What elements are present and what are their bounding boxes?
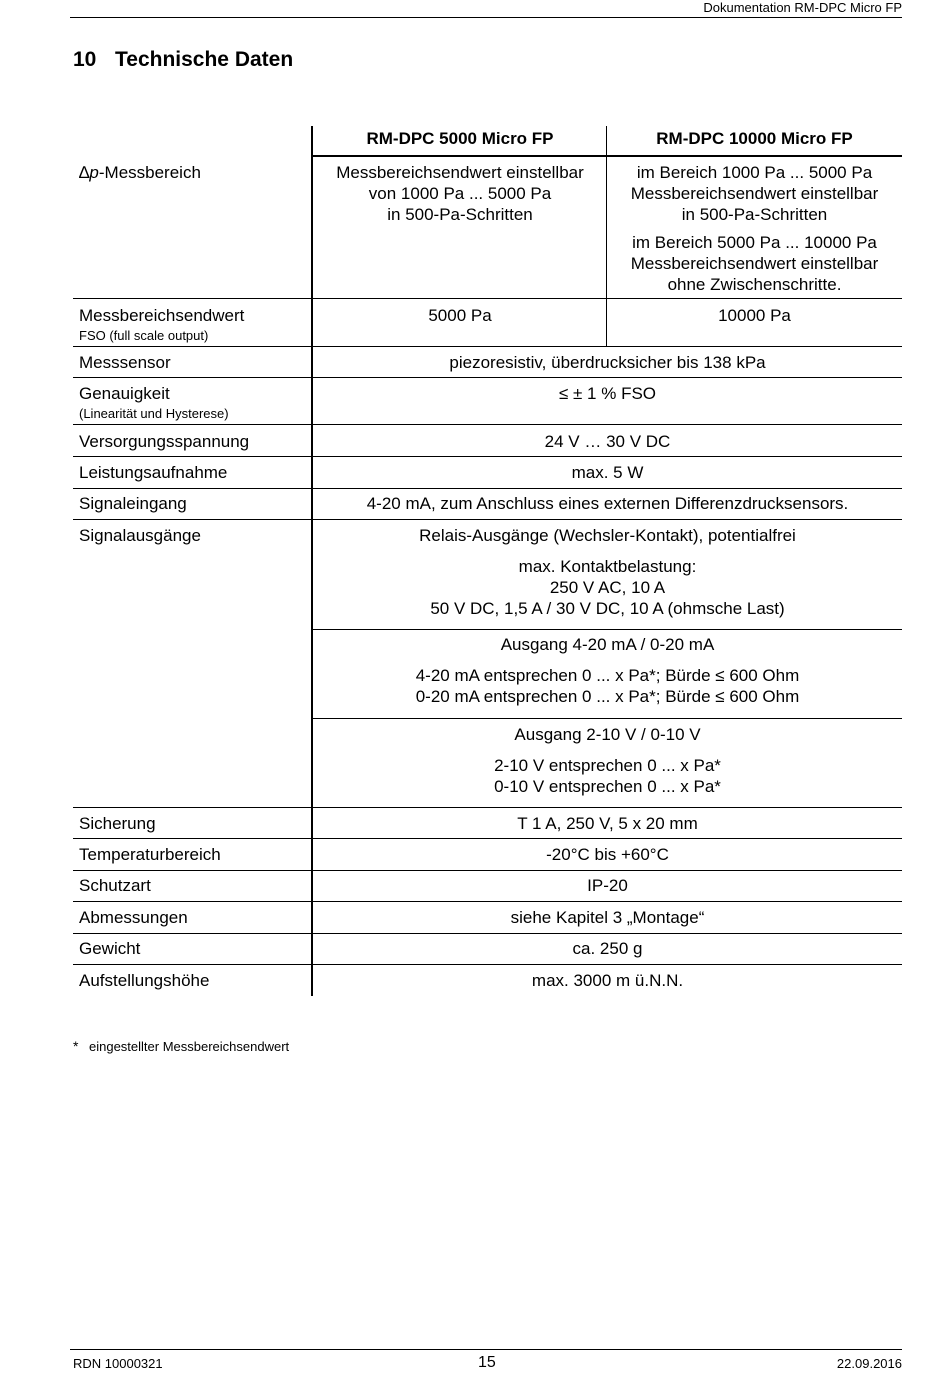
label-gewicht: Gewicht bbox=[79, 939, 141, 958]
label-messsensor: Messsensor bbox=[79, 353, 171, 372]
footer-document-number: RDN 10000321 bbox=[73, 1356, 163, 1371]
footer-rule bbox=[70, 1349, 902, 1350]
endwert-5000: 5000 Pa bbox=[428, 306, 492, 325]
row-rule bbox=[73, 298, 902, 299]
ausgang-V-details: 2-10 V entsprechen 0 ... x Pa* 0-10 V entsprechen 0 ... x Pa* bbox=[494, 756, 721, 796]
document-header-title: Dokumentation RM-DPC Micro FP bbox=[703, 0, 902, 15]
label-abmessungen: Abmessungen bbox=[79, 908, 188, 927]
label-aufstellungshoehe: Aufstellungshöhe bbox=[79, 971, 210, 990]
row-rule bbox=[73, 377, 902, 378]
label-sicherung: Sicherung bbox=[79, 814, 156, 833]
label-schutzart: Schutzart bbox=[79, 876, 151, 895]
label-temperaturbereich: Temperaturbereich bbox=[79, 845, 221, 864]
dp-range-10000-b: im Bereich 5000 Pa ... 10000 Pa Messbereichsendwert einstellbar ohne Zwischenschritte. bbox=[630, 233, 879, 294]
ausgang-V-title: Ausgang 2-10 V / 0-10 V bbox=[514, 725, 701, 744]
kontaktbelastung: max. Kontaktbelastung: 250 V AC, 10 A 50 V DC, 1,5 A / 30 V DC, 10 A (ohmsche Last) bbox=[430, 557, 785, 618]
column-header-10000: RM-DPC 10000 Micro FP bbox=[656, 129, 853, 148]
footnote-text: eingestellter Messbereichsendwert bbox=[89, 1039, 290, 1054]
footnote bbox=[73, 1038, 289, 1054]
endwert-10000: 10000 Pa bbox=[718, 306, 791, 325]
row-rule bbox=[73, 456, 902, 457]
versorgungsspannung-value: 24 V … 30 V DC bbox=[544, 432, 671, 451]
chapter-number: 10 bbox=[73, 48, 97, 71]
column-divider bbox=[606, 126, 607, 155]
row-rule bbox=[73, 838, 902, 839]
header-rule bbox=[313, 155, 902, 157]
footer-page-number: 15 bbox=[478, 1354, 496, 1371]
leistungsaufnahme-value: max. 5 W bbox=[571, 463, 644, 482]
ausgang-mA-title: Ausgang 4-20 mA / 0-20 mA bbox=[500, 635, 715, 654]
sub-row-rule bbox=[313, 629, 902, 630]
row-rule bbox=[73, 519, 902, 520]
ausgang-mA-details: 4-20 mA entsprechen 0 ... x Pa*; Bürde ≤ 600 Ohm 0-20 mA entsprechen 0 ... x Pa*; Bürde ≤ 600 Ohm bbox=[415, 666, 800, 706]
dp-range-10000-a: im Bereich 1000 Pa ... 5000 Pa Messbereichsendwert einstellbar in 500-Pa-Schritten bbox=[630, 163, 879, 224]
sicherung-value: T 1 A, 250 V, 5 x 20 mm bbox=[517, 814, 698, 833]
dp-range-5000: Messbereichsendwert einstellbar von 1000 Pa ... 5000 Pa in 500-Pa-Schritten bbox=[336, 163, 584, 224]
relais-ausgaenge: Relais-Ausgänge (Wechsler-Kontakt), potentialfrei bbox=[419, 526, 796, 545]
chapter-heading bbox=[73, 48, 293, 72]
abmessungen-value: siehe Kapitel 3 „Montage“ bbox=[510, 908, 705, 927]
row-rule bbox=[73, 964, 902, 965]
chapter-title: Technische Daten bbox=[115, 48, 294, 71]
label-leistungsaufnahme: Leistungsaufnahme bbox=[79, 463, 228, 482]
row-rule bbox=[73, 901, 902, 902]
schutzart-value: IP-20 bbox=[587, 876, 628, 895]
row-rule bbox=[73, 870, 902, 871]
sub-row-rule bbox=[313, 718, 902, 719]
footer-date: 22.09.2016 bbox=[836, 1356, 902, 1371]
row-rule bbox=[73, 424, 902, 425]
row-rule bbox=[73, 807, 902, 808]
label-signalausgaenge: Signalausgänge bbox=[79, 526, 201, 545]
signaleingang-value: 4-20 mA, zum Anschluss eines externen Differenzdrucksensors. bbox=[366, 494, 849, 513]
messsensor-value: piezoresistiv, überdrucksicher bis 138 kPa bbox=[449, 353, 766, 372]
column-header-5000: RM-DPC 5000 Micro FP bbox=[366, 129, 554, 148]
aufstellungshoehe-value: max. 3000 m ü.N.N. bbox=[531, 971, 684, 990]
row-rule bbox=[73, 933, 902, 934]
label-versorgungsspannung: Versorgungsspannung bbox=[79, 432, 250, 451]
header-rule bbox=[70, 17, 902, 18]
label-messbereichsendwert: Messbereichsendwert FSO (full scale output) bbox=[79, 306, 245, 343]
row-rule bbox=[73, 488, 902, 489]
label-dp-messbereich: ∆p-Messbereich bbox=[79, 163, 201, 182]
temperaturbereich-value: -20°C bis +60°C bbox=[546, 845, 669, 864]
label-signaleingang: Signaleingang bbox=[79, 494, 187, 513]
row-rule bbox=[73, 346, 902, 347]
gewicht-value: ca. 250 g bbox=[572, 939, 643, 958]
genauigkeit-value: ≤ ± 1 % FSO bbox=[558, 384, 657, 403]
footnote-marker: * bbox=[73, 1038, 79, 1054]
label-genauigkeit: Genauigkeit (Linearität und Hysterese) bbox=[79, 384, 229, 421]
